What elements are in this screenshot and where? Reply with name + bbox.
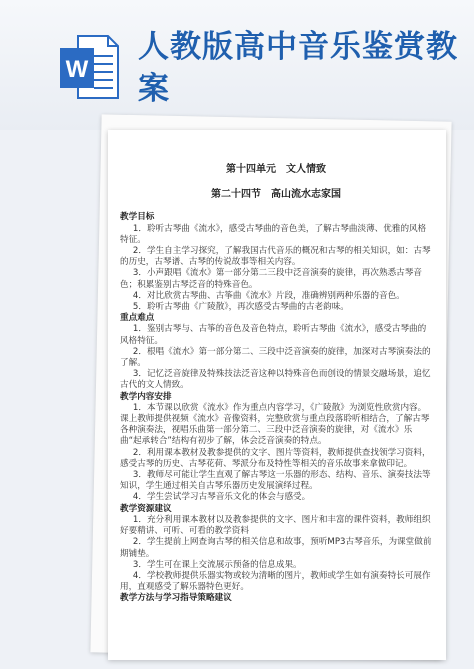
section-title: 第二十四节 高山流水志家国 bbox=[211, 189, 341, 201]
paragraph: 1．鉴别古琴与、古筝的音色及音色特点，聆听古琴曲《流水》，感受古琴曲的风格特征。 bbox=[120, 324, 427, 346]
paragraph: 2．学生提前上网查询古琴的相关信息和故事，预听MP3古琴音乐，为课堂做前期铺垫。 bbox=[120, 537, 432, 559]
paragraph: 3．小声跟唱《流水》第一部分第二三段中泛音演奏的旋律，再次熟悉古琴音色；积累鉴别古琴泛音的特殊音色。 bbox=[120, 268, 422, 290]
section-heading: 教学目标 bbox=[120, 212, 155, 223]
paragraph: 2．根唱《流水》第一部分第二、三段中泛音演奏的旋律，加深对古琴演奏法的了解。 bbox=[120, 346, 431, 369]
section-heading: 重点难点 bbox=[120, 313, 155, 324]
paragraph: 3．教师尽可能让学生直观了解古琴这一乐器的形态、结构、音乐、演奏技法等知识，学生通过相关自古琴乐器历史发展演绎过程。 bbox=[120, 470, 431, 492]
word-document-icon bbox=[58, 32, 120, 102]
paragraph: 3．记忆泛音旋律及特殊技法泛音这种以特殊音色而创设的情景交融场景，追忆古代的文人情致。 bbox=[120, 369, 431, 391]
section-heading: 教学资源建议 bbox=[120, 503, 172, 514]
paragraph: 2．学生自主学习探究，了解我国古代音乐的概况和古琴的相关知识，如：古琴的历史，古琴谱、古琴的传说故事等相关内容。 bbox=[120, 246, 431, 268]
word-icon-letter: W bbox=[65, 56, 89, 83]
section-heading: 教学内容安排 bbox=[120, 391, 172, 402]
paragraph: 4．学校教师提供乐器实物或较为清晰的图片，教师或学生如有演奏特长可展作用，直观感受了解乐器特色更好。 bbox=[120, 570, 431, 593]
unit-title: 第十四单元 文人情致 bbox=[226, 164, 326, 175]
section-heading: 教学方法与学习指导策略建议 bbox=[120, 593, 232, 604]
paragraph: 2．利用课本教材及教参提供的文字、图片等资料，教师提供查找领学习资料，感受古琴的历史、古琴花荷、琴派分布及特性等相关的音乐故事来拿做印记。 bbox=[120, 447, 431, 469]
paragraph: 1．聆听古琴曲《流水》，感受古琴曲的音色美，了解古琴曲淡薄、优雅的风格特征。 bbox=[120, 223, 427, 245]
paragraph: 1．本节课以欣赏《流水》作为重点内容学习，《广陵散》为浏览性欣赏内容。课上教师提供视频《流水》音像资料，完整欣赏与重点段落聆听相结合，了解古琴各种演奏法，视唱乐曲第一部分第二、三段中泛音演奏的旋律，对《流水》乐曲“起承转合”结构有初步了解，体会泛音演奏的特点。 bbox=[120, 402, 430, 447]
document-body bbox=[120, 212, 432, 604]
paragraph: 4．对比欣赏古琴曲、古筝曲《流水》片段，准确辨别两种乐器的音色。 bbox=[132, 290, 405, 301]
paragraph: 1．充分利用课本教材以及教参提供的文字、图片和丰富的课件资料，教师组织好要精讲、可听、可看的教学资料 bbox=[120, 514, 431, 537]
paragraph: 4．学生尝试学习古琴音乐文化的体会与感受。 bbox=[132, 492, 311, 503]
document-page bbox=[108, 130, 446, 660]
paragraph: 5．聆听古琴曲《广陵散》，再次感受古琴曲的古老韵味。 bbox=[132, 302, 349, 313]
paragraph: 3．学生可在课上交流展示预备的信息成果。 bbox=[132, 559, 302, 570]
page-title: 人教版高中音乐鉴赏教案 bbox=[138, 29, 458, 107]
